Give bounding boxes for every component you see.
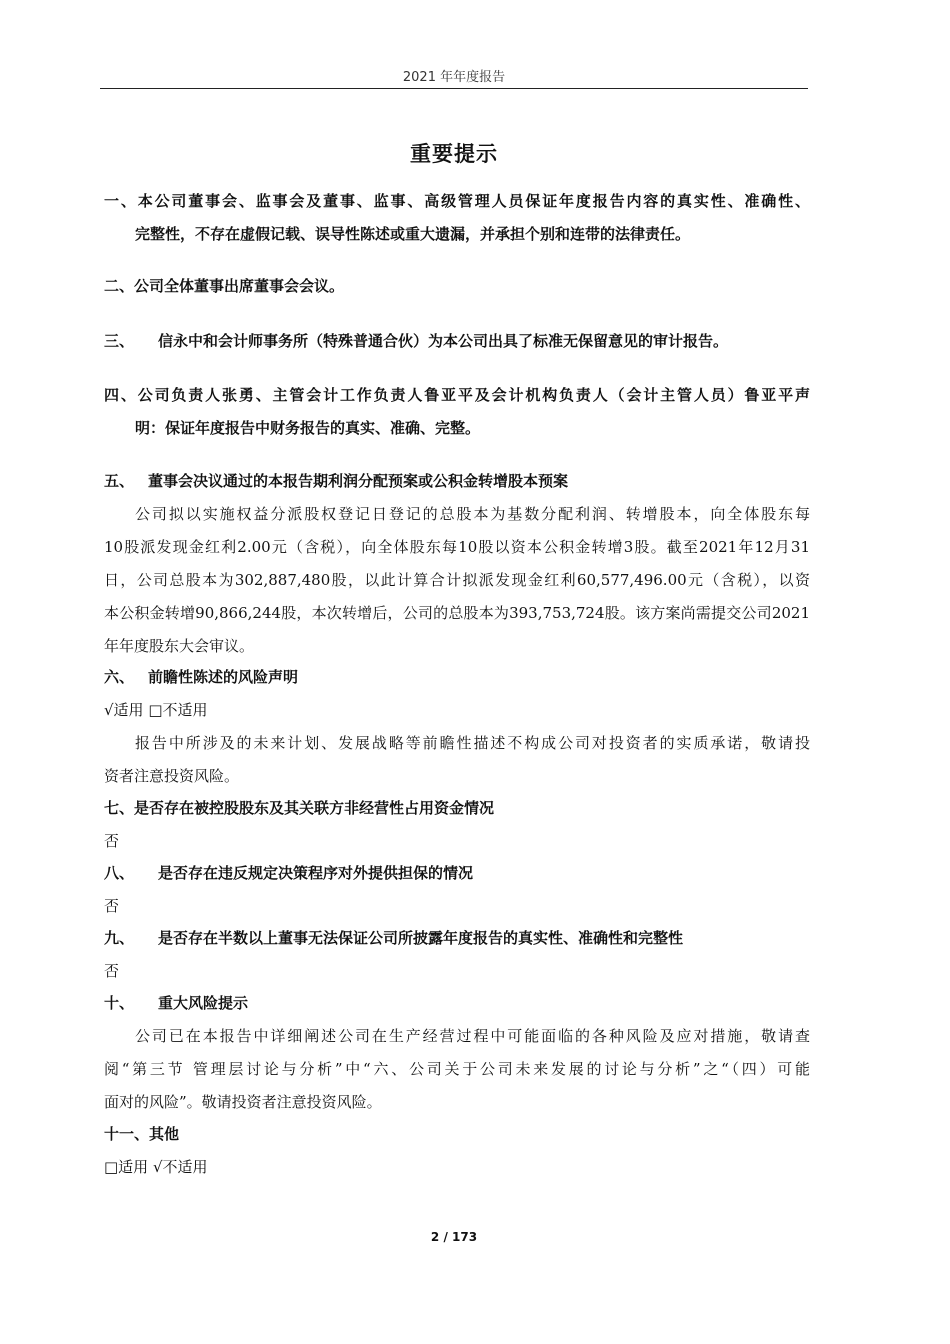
paragraph-line: 10股派发现金红利2.00元（含税），向全体股东每10股以资本公积金转增3股。截至2021年12月31 <box>104 538 810 556</box>
item-number: 三、 <box>104 332 135 350</box>
item-answer: 否 <box>104 832 120 850</box>
applicability-checkbox: □适用 √不适用 <box>104 1158 208 1176</box>
paragraph-line: 本公积金转增90,866,244股，本次转增后，公司的总股本为393,753,724股。该方案尚需提交公司2021 <box>104 604 810 622</box>
item-text: 信永中和会计师事务所（特殊普通合伙）为本公司出具了标准无保留意见的审计报告。 <box>158 332 729 350</box>
item-heading: 是否存在半数以上董事无法保证公司所披露年度报告的真实性、准确性和完整性 <box>158 929 684 947</box>
notice-item-6 <box>104 661 810 793</box>
paragraph-line: 日，公司总股本为302,887,480股，以此计算合计拟派发现金红利60,577,496.00元（含税），以资 <box>104 571 810 589</box>
paragraph-line: 年年度股东大会审议。 <box>104 637 255 655</box>
item-text: 本公司董事会、监事会及董事、监事、高级管理人员保证年度报告内容的真实性、准确性、 <box>137 192 810 210</box>
item-number: 六、 <box>104 668 135 686</box>
paragraph-line: 阅“第三节 管理层讨论与分析”中“六、公司关于公司未来发展的讨论与分析”之“（四）可能 <box>104 1060 810 1078</box>
item-number: 四、 <box>104 386 138 404</box>
page-title: 重要提示 <box>410 142 498 166</box>
running-header: 2021 年年度报告 <box>402 70 506 85</box>
item-number: 九、 <box>104 929 135 947</box>
item-number: 八、 <box>104 864 135 882</box>
paragraph-line: 面对的风险”。敬请投资者注意投资风险。 <box>104 1093 382 1111</box>
item-number: 二、 <box>104 277 135 295</box>
paragraph-line: 公司已在本报告中详细阐述公司在生产经营过程中可能面临的各种风险及应对措施，敬请查 <box>135 1027 810 1045</box>
paragraph-line: 公司拟以实施权益分派股权登记日登记的总股本为基数分配利润、转增股本，向全体股东每 <box>135 505 810 523</box>
item-heading: 重大风险提示 <box>158 994 249 1012</box>
notice-item-10 <box>104 987 810 1119</box>
item-heading: 董事会决议通过的本报告期利润分配预案或公积金转增股本预案 <box>148 472 569 490</box>
notice-item-7 <box>104 792 810 858</box>
notice-item-1 <box>104 185 810 251</box>
item-number: 一、 <box>104 192 138 210</box>
applicability-checkbox: √适用 □不适用 <box>104 701 208 719</box>
header-rule <box>100 88 808 89</box>
paragraph-line: 资者注意投资风险。 <box>104 767 240 785</box>
item-number: 十、 <box>104 994 135 1012</box>
item-answer: 否 <box>104 962 120 980</box>
notice-item-9 <box>104 922 810 988</box>
notice-item-2 <box>104 270 810 303</box>
notice-item-4 <box>104 379 810 445</box>
item-text: 公司负责人张勇、主管会计工作负责人鲁亚平及会计机构负责人（会计主管人员）鲁亚平声 <box>137 386 810 404</box>
item-text-cont: 完整性，不存在虚假记载、误导性陈述或重大遗漏，并承担个别和连带的法律责任。 <box>135 225 691 243</box>
item-heading: 七、是否存在被控股股东及其关联方非经营性占用资金情况 <box>104 799 495 817</box>
item-heading: 前瞻性陈述的风险声明 <box>148 668 299 686</box>
notice-item-8 <box>104 857 810 923</box>
notice-item-11 <box>104 1118 810 1184</box>
item-heading: 是否存在违反规定决策程序对外提供担保的情况 <box>158 864 474 882</box>
item-text-cont: 明：保证年度报告中财务报告的真实、准确、完整。 <box>135 419 481 437</box>
page-number: 2 / 173 <box>430 1230 478 1244</box>
notice-item-3 <box>104 325 810 358</box>
item-number: 五、 <box>104 472 135 490</box>
item-text: 公司全体董事出席董事会会议。 <box>134 277 345 295</box>
item-heading: 十一、其他 <box>104 1125 180 1143</box>
paragraph-line: 报告中所涉及的未来计划、发展战略等前瞻性描述不构成公司对投资者的实质承诺，敬请投 <box>135 734 810 752</box>
item-answer: 否 <box>104 897 120 915</box>
notice-item-5 <box>104 465 810 663</box>
